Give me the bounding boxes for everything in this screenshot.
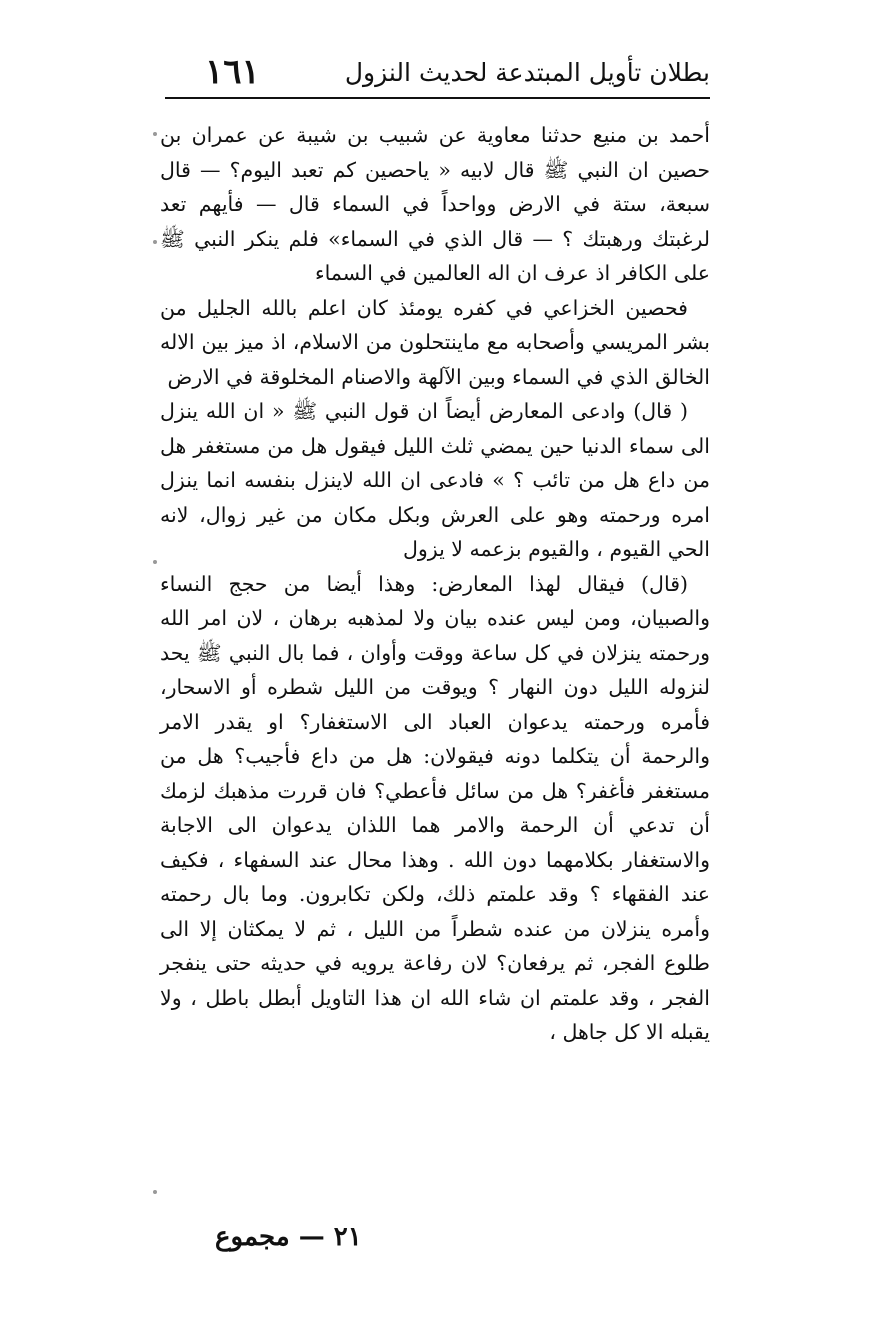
page-number: ١٦١ xyxy=(205,52,260,92)
paragraph-husayn-commentary: فحصين الخزاعي في كفره يومئذ كان اعلم بالله الجليل من بشر المريسي وأصحابه مع ماينتحلون من الاسلام، اذ ميز بين الاله الخالق الذي في السماء وبين الآلهة والاصنام المخلوقة في الارض xyxy=(160,295,710,389)
paragraph-response: (قال) فيقال لهذا المعارض: وهذا أيضا من حجج النساء والصبيان، ومن ليس عنده بيان ولا لمذهبه برهان ، لان امر الله ورحمته ينزلان في كل ساعة ووقت وأوان ، فما بال النبي ﷺ يحد لنزوله الليل دون النهار ؟ ويوقت من الليل شطره أو الاسحار، فأمره ورحمته يدعوان العباد الى الاستغفار؟ او يقدر الامر والرحمة أن يتكلما دونه فيقولان: هل من داع فأجيب؟ هل من مستغفر فأغفر؟ هل من سائل فأعطي؟ فان قررت مذهبك لزمك أن تدعي أن الرحمة والامر هما اللذان يدعوان الى الاجابة والاستغفار بكلامهما دون الله . وهذا محال عند السفهاء ، فكيف عند الفقهاء ؟ وقد علمتم ذلك، ولكن تكابرون. وما بال رحمته وأمره ينزلان من عنده شطراً من الليل ، ثم لا يمكثان إلا الى طلوع الفجر، ثم يرفعان؟ لان رفاعة يرويه في حديثه حتى ينفجر الفجر ، وقد علمتم ان شاء الله ان هذا التاويل أبطل باطل ، ولا يقبله الا كل جاهل ، xyxy=(160,571,710,1044)
margin-dot xyxy=(153,132,157,136)
paragraph-hadith-husayn: أحمد بن منيع حدثنا معاوية عن شبيب بن شيبة عن عمران بن حصين ان النبي ﷺ قال لابيه « ياحصين كم تعبد اليوم؟ — قال سبعة، ستة في الارض وواحداً في السماء قال — فأيهم تعد لرغبتك ورهبتك ؟ — قال الذي في السماء» فلم ينكر النبي ﷺ على الكافر اذ عرف ان اله العالمين في السماء xyxy=(160,123,710,285)
header-rule xyxy=(165,97,710,99)
page-header xyxy=(165,52,710,96)
paragraph-opponent-claim: ( قال) وادعى المعارض أيضاً ان قول النبي ﷺ « ان الله ينزل الى سماء الدنيا حين يمضي ثلث الليل فيقول هل من مستغفر هل من داع هل من تائب ؟ » فادعى ان الله لاينزل بنفسه انما ينزل امره ورحمته وهو على العرش وبكل مكان من غير زوال، لانه الحي القيوم ، والقيوم بزعمه لا يزول xyxy=(160,399,710,561)
margin-dot xyxy=(153,240,157,244)
body-text xyxy=(160,118,710,1050)
running-title: بطلان تأويل المبتدعة لحديث النزول xyxy=(344,58,710,87)
margin-dot xyxy=(153,1190,157,1194)
margin-dot xyxy=(153,560,157,564)
signature-mark: ٢١ — مجموع xyxy=(215,1222,362,1252)
